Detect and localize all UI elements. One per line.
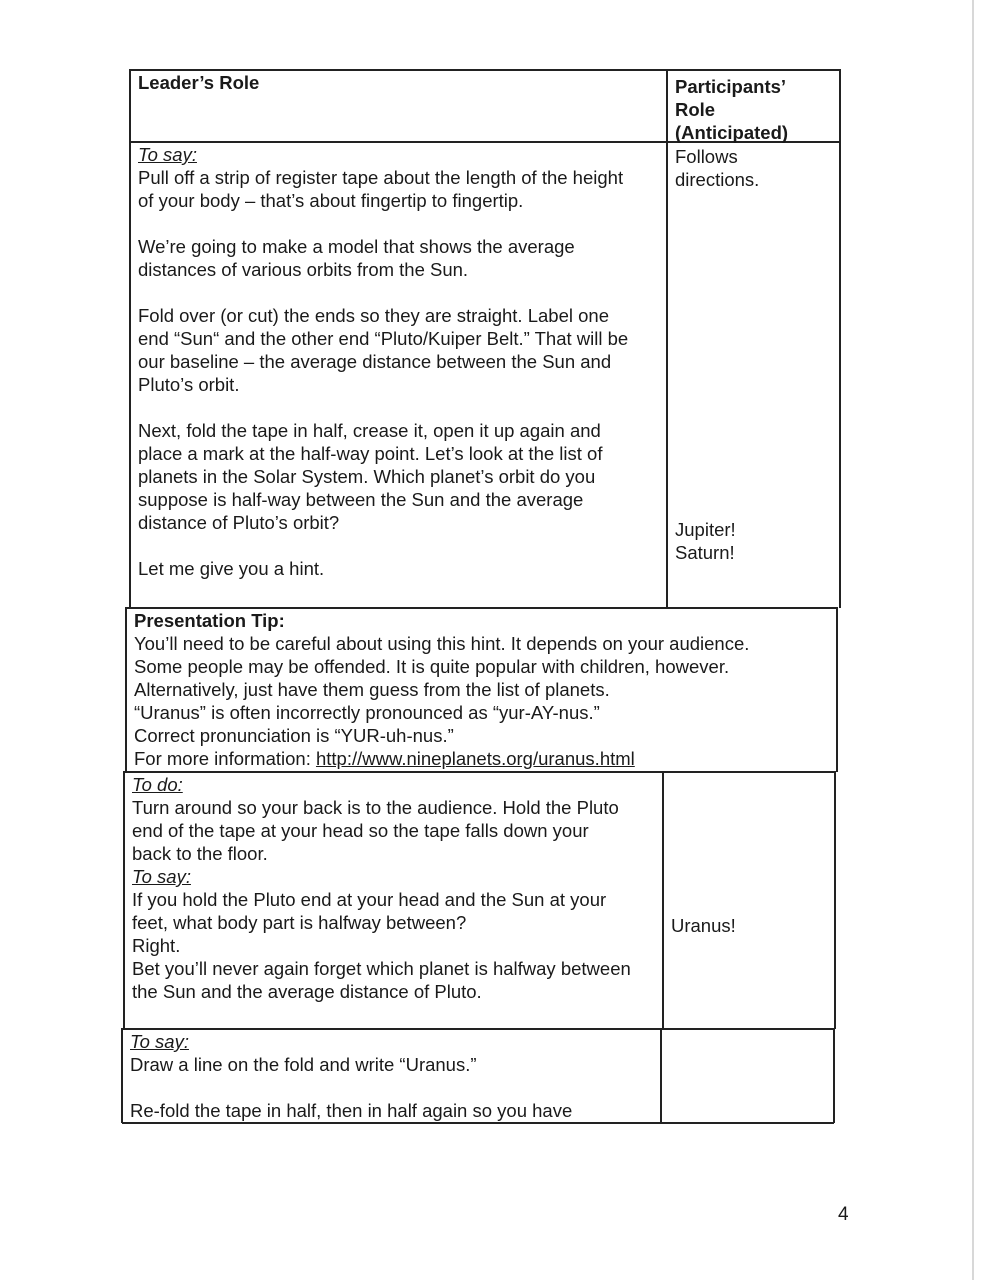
row1-leader-cell: To say: Pull off a strip of register tape about the length of the height of your body – that’s about fingertip to fingertip. We’re going to make a model that shows the average distances of various orbits from the Sun. Fold over (or cut) the ends so they are straight. Label one end “Sun“ and the other end “Pluto/Kuiper Belt.” That will be our baseline – the average distance between the Sun and Pluto’s orbit. Next, fold the tape in half, crease it, open it up again and place a mark at the half-way point. Let’s look at the list of planets in the Solar System. Which planet’s orbit do you suppose is half-way between the Sun and the average distance of Pluto’s orbit? Let me give you a hint. [131,140,666,583]
row3-participant-cell: Uranus! [671,915,736,936]
page-number: 4 [838,1204,849,1225]
presentation-tip-cell: Presentation Tip: You’ll need to be careful about using this hint. It depends on your audience. Some people may be offended. It is quite popular with children, however. Alternatively, just have them guess from the list of planets. “Uranus” is often incorrectly pronounced as “yur-AY-nus.” Correct pronunciation is “YUR-uh-nus.” For more information: http://www.nineplanets.org/uranus.html [127,606,835,773]
row3-leader-cell: To do: Turn around so your back is to the audience. Hold the Pluto end of the tape at your head so the tape falls down your back to the floor. To say: If you hold the Pluto end at your head and the Sun at your feet, what body part is halfway between? Right. Bet you’ll never again forget which planet is halfway between the Sun and the average distance of Pluto. [125,770,662,1006]
to-say-label: To say: [138,144,197,165]
participants-role-header: Participants’ Role (Anticipated) [675,76,789,143]
row1-participant-cell: Follows directions. [675,146,760,190]
row1-participant-answers: Jupiter! Saturn! [675,519,736,563]
presentation-tip-title: Presentation Tip: [134,610,285,631]
to-say-label: To say: [132,866,191,887]
to-do-label: To do: [132,774,183,795]
leader-role-header: Leader’s Role [138,72,260,93]
row4-leader-cell: To say: Draw a line on the fold and write “Uranus.” Re-fold the tape in half, then in half again so you have [123,1027,660,1125]
scan-page-edge [972,0,974,1280]
nineplanets-link[interactable]: http://www.nineplanets.org/uranus.html [315,748,635,769]
to-say-label: To say: [130,1031,189,1052]
